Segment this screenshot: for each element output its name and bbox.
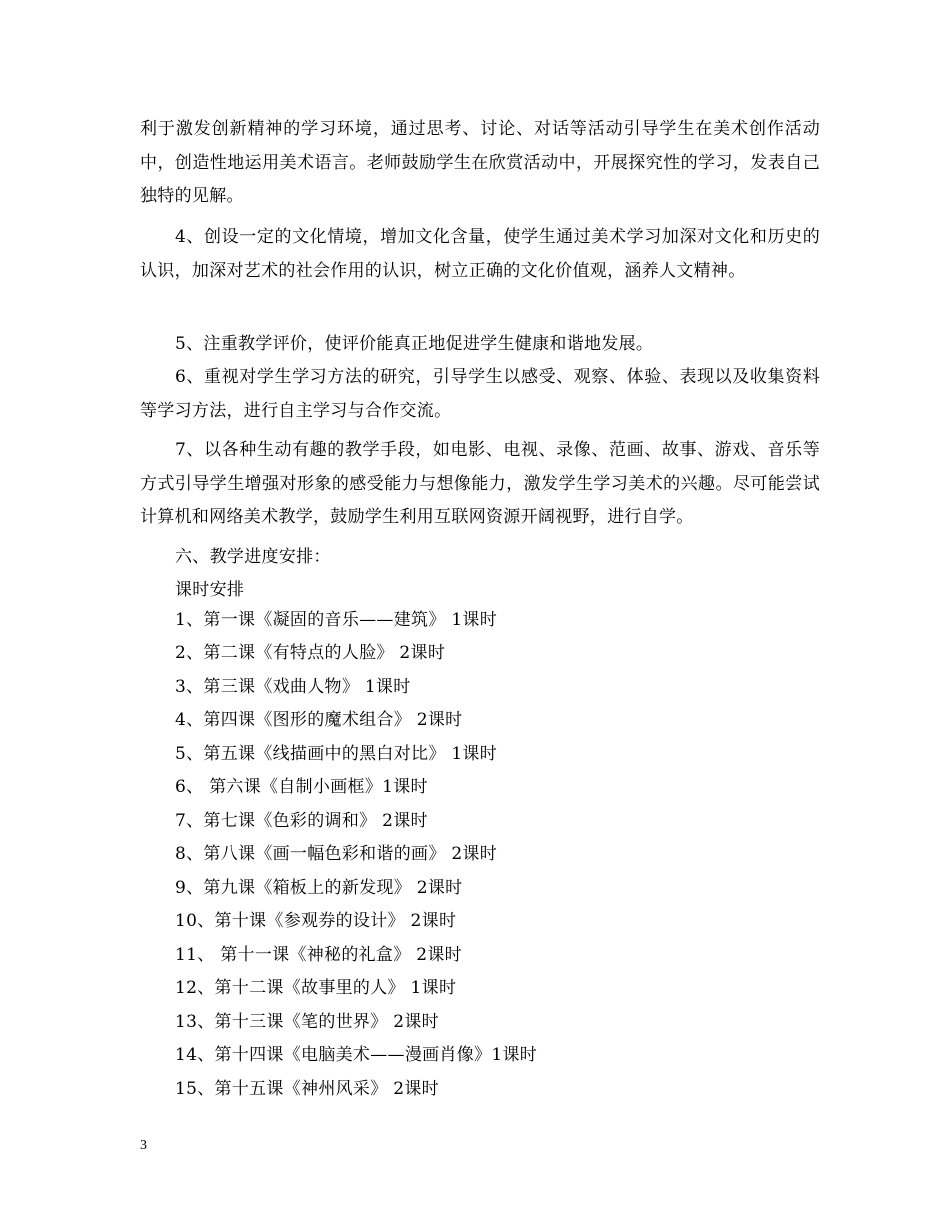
schedule-heading: 课时安排 bbox=[175, 580, 245, 600]
lesson-item: 12、第十二课《故事里的人》 1课时 bbox=[175, 978, 457, 998]
paragraph-continuation: 利于激发创新精神的学习环境，通过思考、讨论、对话等活动引导学生在美术创作活动中，创造性地运用美术语言。老师鼓励学生在欣赏活动中，开展探究性的学习，发表自己独特的见解。 bbox=[140, 119, 820, 206]
paragraph-item-4: 4、创设一定的文化情境，增加文化含量，使学生通过美术学习加深对文化和历史的认识，加深对艺术的社会作用的认识，树立正确的文化价值观，涵养人文精神。 bbox=[140, 227, 820, 281]
lesson-item: 1、第一课《凝固的音乐——建筑》 1课时 bbox=[175, 610, 498, 630]
paragraph-item-6: 6、重视对学生学习方法的研究，引导学生以感受、观察、体验、表现以及收集资料等学习方法，进行自主学习与合作交流。 bbox=[140, 367, 820, 421]
lesson-item: 10、第十课《参观券的设计》 2课时 bbox=[175, 911, 457, 931]
lesson-item: 7、第七课《色彩的调和》 2课时 bbox=[175, 811, 428, 831]
lesson-item: 15、第十五课《神州风采》 2课时 bbox=[175, 1079, 439, 1099]
paragraph-item-7: 7、以各种生动有趣的教学手段，如电影、电视、录像、范画、故事、游戏、音乐等方式引导学生增强对形象的感受能力与想像能力，激发学生学习美术的兴趣。尽可能尝试计算机和网络美术教学，鼓励学生利用互联网资源开阔视野，进行自学。 bbox=[140, 440, 820, 527]
section-heading: 六、教学进度安排： bbox=[175, 547, 331, 567]
lesson-item: 3、第三课《戏曲人物》 1课时 bbox=[175, 677, 411, 697]
lesson-item: 13、第十三课《笔的世界》 2课时 bbox=[175, 1012, 439, 1032]
lesson-item: 14、第十四课《电脑美术——漫画肖像》1课时 bbox=[175, 1045, 538, 1065]
lesson-item: 4、第四课《图形的魔术组合》 2课时 bbox=[175, 710, 463, 730]
lesson-item: 9、第九课《箱板上的新发现》 2课时 bbox=[175, 878, 463, 898]
lesson-item: 11、 第十一课《神秘的礼盒》 2课时 bbox=[175, 945, 462, 965]
page-number: 3 bbox=[140, 1138, 147, 1153]
lesson-item: 2、第二课《有特点的人脸》 2课时 bbox=[175, 643, 446, 663]
lesson-item: 5、第五课《线描画中的黑白对比》 1课时 bbox=[175, 744, 498, 764]
lesson-item: 8、第八课《画一幅色彩和谐的画》 2课时 bbox=[175, 844, 498, 864]
paragraph-item-5: 5、注重教学评价，使评价能真正地促进学生健康和谐地发展。 bbox=[175, 334, 654, 354]
lesson-item: 6、 第六课《自制小画框》1课时 bbox=[175, 777, 428, 797]
